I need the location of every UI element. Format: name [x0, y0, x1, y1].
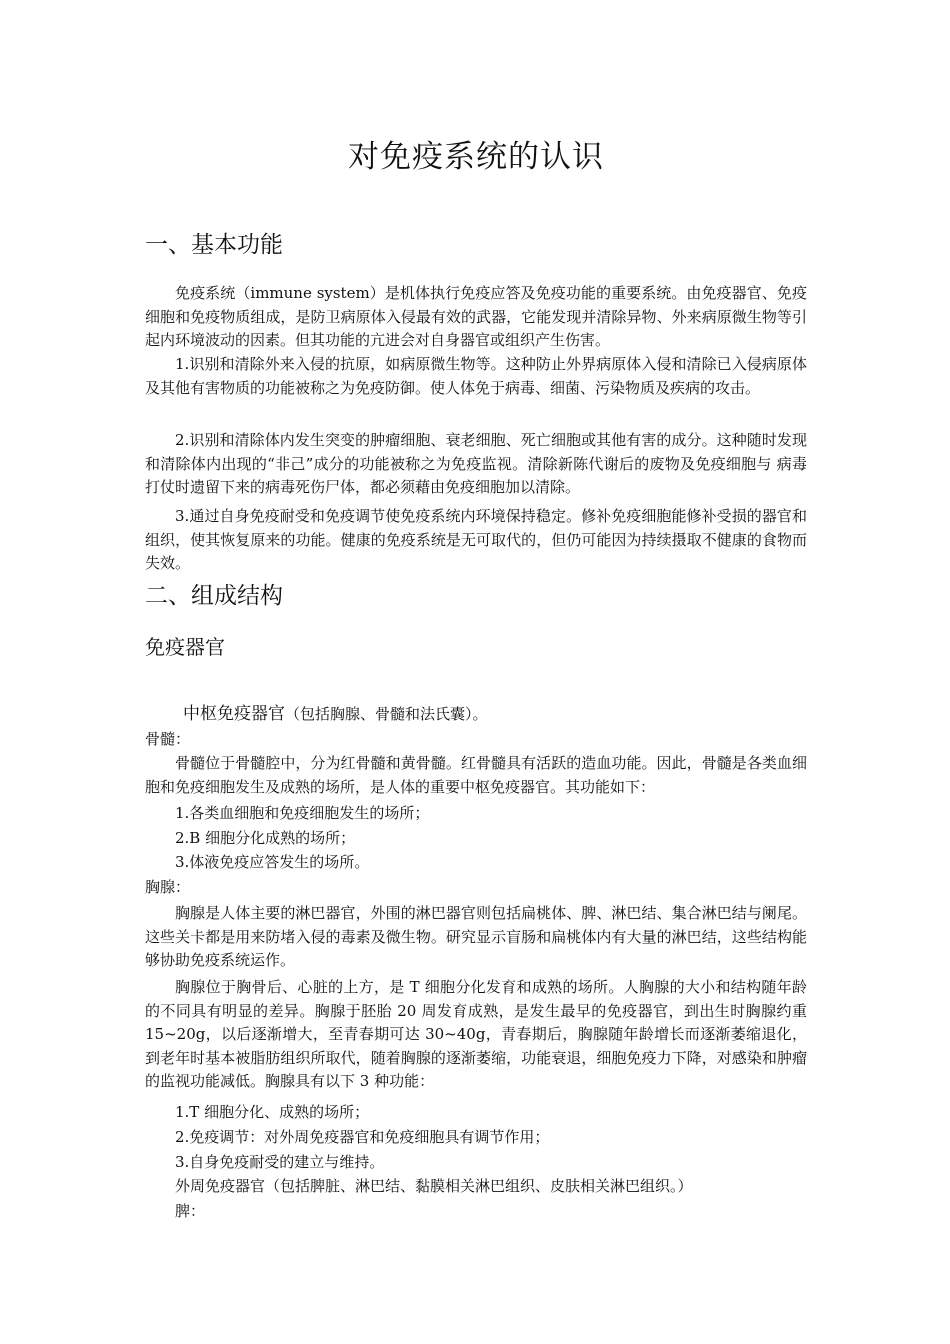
paragraph-function-2: 2.识别和清除体内发生突变的肿瘤细胞、衰老细胞、死亡细胞或其他有害的成分。这种随时发现和清除体内出现的“非己”成分的功能被称之为免疫监视。清除新陈代谢后的废物及免疫细胞与 病毒打仗时遗留下来的病毒死伤尸体，都必须藉由免疫细胞加以清除。	[145, 431, 807, 496]
bone-marrow-item-2: 2.B 细胞分化成熟的场所；	[175, 829, 356, 847]
paragraph-function-3: 3.通过自身免疫耐受和免疫调节使免疫系统内环境保持稳定。修补免疫细胞能修补受损的器官和组织，使其恢复原来的功能。健康的免疫系统是无可取代的，但仍可能因为持续摄取不健康的食物而失效。	[145, 507, 807, 572]
thymus-item-3: 3.自身免疫耐受的建立与维持。	[175, 1153, 385, 1171]
paragraph-bone-marrow: 骨髓位于骨髓腔中，分为红骨髓和黄骨髓。红骨髓具有活跃的造血功能。因此，骨髓是各类血细胞和免疫细胞发生及成熟的场所，是人体的重要中枢免疫器官。其功能如下：	[145, 754, 807, 796]
spleen-label: 脾：	[175, 1202, 206, 1220]
document-title: 对免疫系统的认识	[348, 139, 604, 175]
paragraph-function-1: 1.识别和清除外来入侵的抗原，如病原微生物等。这种防止外界病原体入侵和清除已入侵病原体及其他有害物质的功能被称之为免疫防御。使人体免于病毒、细菌、污染物质及疾病的攻击。	[145, 355, 807, 397]
peripheral-immune-organs-line: 外周免疫器官（包括脾脏、淋巴结、黏膜相关淋巴组织、皮肤相关淋巴组织。）	[175, 1177, 693, 1195]
thymus-item-2: 2.免疫调节：对外周免疫器官和免疫细胞具有调节作用；	[175, 1128, 550, 1146]
paragraph-thymus-2: 胸腺位于胸骨后、心脏的上方，是 T 细胞分化发育和成熟的场所。人胸腺的大小和结构随年龄的不同具有明显的差异。胸腺于胚胎 20 周发育成熟，是发生最早的免疫器官，到出生时胸腺约重 15~20g，以后逐渐增大，至青春期可达 30~40g，青春期后，胸腺随年龄增长而逐渐萎缩退化，到老年时基本被脂肪组织所取代，随着胸腺的逐渐萎缩，功能衰退，细胞免疫力下降，对感染和肿瘤的监视功能减低。胸腺具有以下 3 种功能：	[145, 978, 807, 1090]
bone-marrow-item-1: 1.各类血细胞和免疫细胞发生的场所；	[175, 804, 430, 822]
central-immune-organs-line	[183, 702, 488, 726]
central-immune-organs-name: 中枢免疫器官	[183, 704, 285, 724]
section-heading-structure: 二、组成结构	[145, 583, 283, 609]
bone-marrow-label: 骨髓：	[145, 730, 191, 748]
paragraph-intro: 免疫系统（immune system）是机体执行免疫应答及免疫功能的重要系统。由免疫器官、免疫细胞和免疫物质组成，是防卫病原体入侵最有效的武器，它能发现并清除异物、外来病原微生物等引起内环境波动的因素。但其功能的亢进会对自身器官或组织产生伤害。	[145, 284, 807, 349]
central-immune-organs-detail: （包括胸腺、骨髓和法氏囊）。	[285, 705, 488, 723]
thymus-label: 胸腺：	[145, 878, 191, 896]
thymus-item-1: 1.T 细胞分化、成熟的场所；	[175, 1103, 370, 1121]
subheading-immune-organs: 免疫器官	[145, 635, 225, 659]
paragraph-thymus-1: 胸腺是人体主要的淋巴器官，外围的淋巴器官则包括扁桃体、脾、淋巴结、集合淋巴结与阑尾。这些关卡都是用来防堵入侵的毒素及微生物。研究显示盲肠和扁桃体内有大量的淋巴结，这些结构能够协助免疫系统运作。	[145, 904, 807, 969]
section-heading-basic-function: 一、基本功能	[145, 232, 283, 258]
bone-marrow-item-3: 3.体液免疫应答发生的场所。	[175, 853, 370, 871]
